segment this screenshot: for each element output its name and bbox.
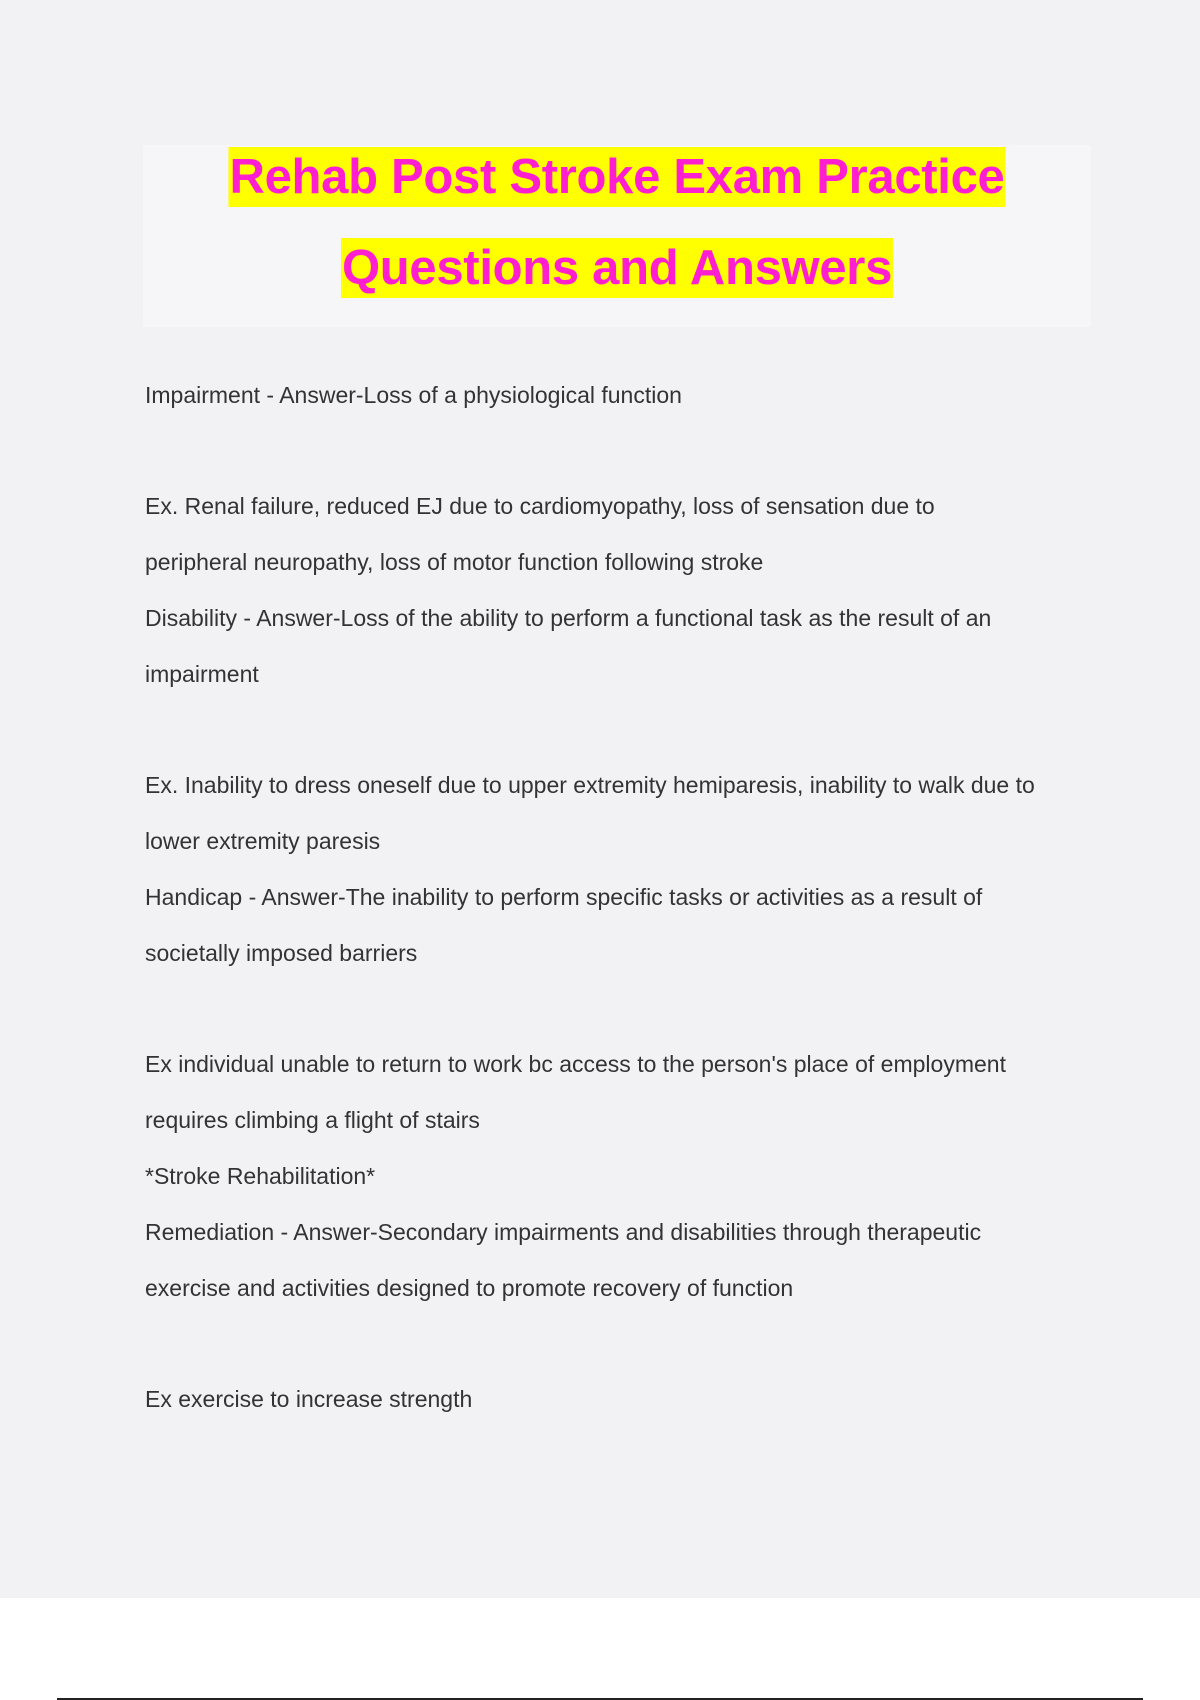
title-block bbox=[143, 145, 1091, 327]
document-body bbox=[145, 367, 1105, 1427]
term-remediation: Remediation - Answer-Secondary impairments and disabilities through therapeutic bbox=[145, 1219, 982, 1245]
example-impairment: Ex. Renal failure, reduced EJ due to cardiomyopathy, loss of sensation due to bbox=[145, 493, 935, 519]
example-handicap: Ex individual unable to return to work bc access to the person's place of employment bbox=[145, 1051, 1006, 1077]
paragraph-gap bbox=[145, 1316, 1105, 1371]
example-impairment-cont: peripheral neuropathy, loss of motor function following stroke bbox=[145, 549, 764, 575]
term-impairment: Impairment - Answer-Loss of a physiological function bbox=[145, 382, 682, 408]
term-handicap-cont: societally imposed barriers bbox=[145, 940, 418, 966]
paragraph-gap bbox=[145, 423, 1105, 478]
term-disability: Disability - Answer-Loss of the ability to perform a functional task as the result of an bbox=[145, 605, 992, 631]
term-disability-cont: impairment bbox=[145, 661, 259, 687]
section-heading-stroke-rehabilitation: *Stroke Rehabilitation* bbox=[145, 1163, 376, 1189]
term-remediation-cont: exercise and activities designed to promote recovery of function bbox=[145, 1275, 794, 1301]
paragraph-gap bbox=[145, 702, 1105, 757]
paragraph-gap bbox=[145, 981, 1105, 1036]
example-remediation: Ex exercise to increase strength bbox=[145, 1386, 473, 1412]
example-disability: Ex. Inability to dress oneself due to upper extremity hemiparesis, inability to walk due to bbox=[145, 772, 1035, 798]
term-handicap: Handicap - Answer-The inability to perform specific tasks or activities as a result of bbox=[145, 884, 983, 910]
example-handicap-cont: requires climbing a flight of stairs bbox=[145, 1107, 480, 1133]
document-title-line-1: Rehab Post Stroke Exam Practice bbox=[228, 147, 1005, 207]
example-disability-cont: lower extremity paresis bbox=[145, 828, 381, 854]
document-title-line-2: Questions and Answers bbox=[341, 238, 893, 298]
